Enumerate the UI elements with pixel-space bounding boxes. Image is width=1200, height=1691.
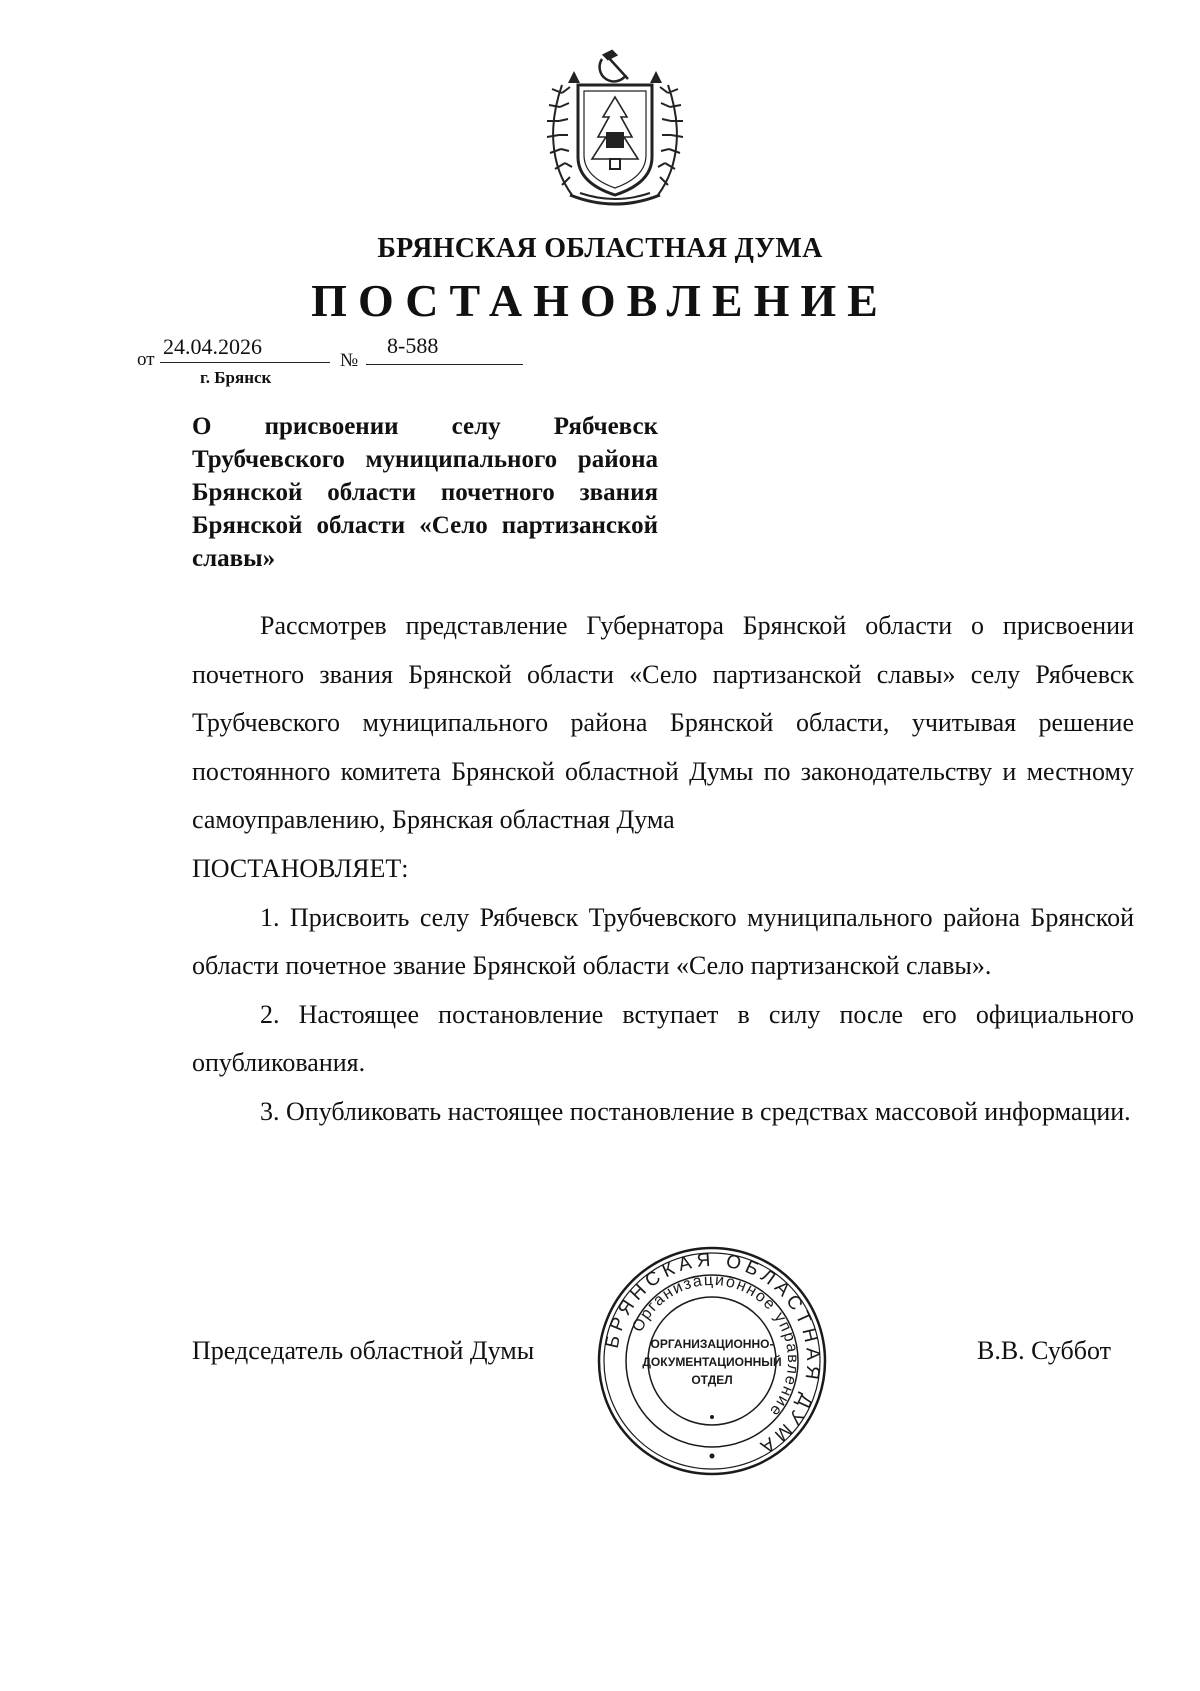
stamp-outer-text: БРЯНСКАЯ ОБЛАСТНАЯ ДУМА <box>601 1249 824 1460</box>
document-type-title: ПОСТАНОВЛЕНИЕ <box>311 275 889 326</box>
stamp-center-line: ОРГАНИЗАЦИОННО- <box>650 1337 774 1351</box>
document-number: 8-588 <box>387 333 439 358</box>
date-prefix: от <box>137 349 155 370</box>
signatory-name: В.В. Суббот <box>977 1336 1112 1365</box>
number-prefix: № <box>340 350 359 371</box>
document-date: 24.04.2026 <box>163 334 262 359</box>
preamble-paragraph: Рассмотрев представление Губернатора Брянской области о присвоении почетного звания Брянской области «Село партизанской славы» селу Рябчевск Трубчевского муниципального района Брянской области, учитывая решение постоянного комитета Брянской областной Думы по законодательству и местному самоуправлению, Брянская областная Дума <box>192 611 1134 835</box>
resolution-item: 2. Настоящее постановление вступает в силу после его официального опубликования. <box>192 999 1134 1078</box>
stamp-inner-ring-text: Организационное управление <box>629 1271 802 1421</box>
coat-of-arms-emblem <box>540 45 690 215</box>
city-label: г. Брянск <box>200 368 272 387</box>
stamp-center-line: ОТДЕЛ <box>691 1373 733 1387</box>
resolves-heading: ПОСТАНОВЛЯЕТ: <box>192 853 409 883</box>
resolution-item: 1. Присвоить селу Рябчевск Трубчевского муниципального района Брянской области почетное звание Брянской области «Село партизанской славы». <box>192 902 1134 981</box>
date-underline <box>160 362 330 363</box>
document-body <box>192 602 1134 1137</box>
organization-name: БРЯНСКАЯ ОБЛАСТНАЯ ДУМА <box>377 233 823 264</box>
signatory-title: Председатель областной Думы <box>192 1336 535 1365</box>
stamp-center-line: ДОКУМЕНТАЦИОННЫЙ <box>642 1355 782 1369</box>
resolution-item: 3. Опубликовать настоящее постановление в средствах массовой информации. <box>260 1096 1131 1126</box>
number-underline <box>366 364 523 365</box>
document-subject: О присвоении селу Рябчевск Трубчевского муниципального района Брянской области почетного звания Брянской области «Село партизанской славы» <box>192 413 658 572</box>
official-stamp <box>596 1245 828 1477</box>
